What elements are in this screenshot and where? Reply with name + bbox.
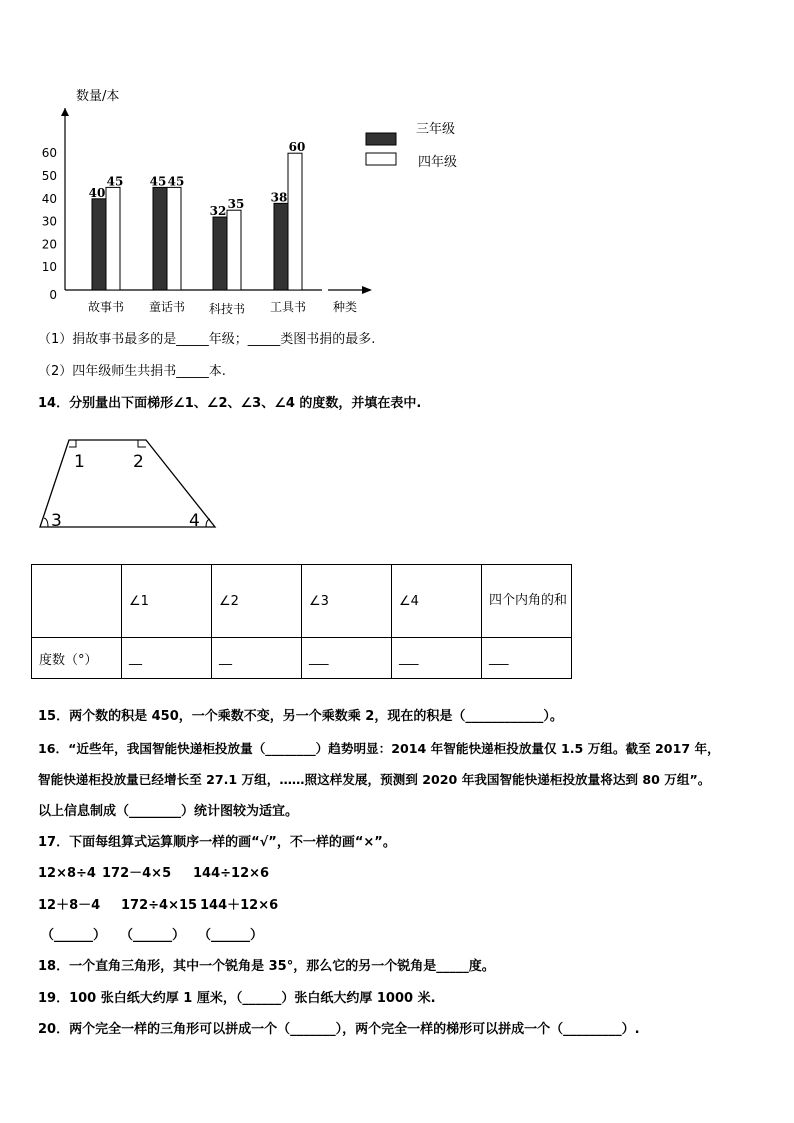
q16-line2: 智能快递柜投放量已经增长至 27.1 万组，……照这样发展，预测到 2020 年我国智能快递柜投放量将达到 80 万组”。 [38, 772, 711, 787]
legend-swatch [366, 153, 396, 165]
q17-row1-b: 172－4×5 [102, 866, 172, 881]
category-label: 故事书 [87, 300, 125, 314]
table-header-angle1: ∠1 [122, 565, 212, 638]
q20-text: 20．两个完全一样的三角形可以拼成一个（_______），两个完全一样的梯形可以拼成一个（_________）. [38, 1022, 640, 1037]
q17-row1-a: 12×8÷4 [38, 866, 96, 881]
data-label: 45 [167, 174, 185, 189]
legend-swatch [366, 133, 396, 145]
q13-part1: （1）捐故事书最多的是_____年级；_____类图书捐的最多. [38, 332, 376, 347]
q17-row2-b: 172÷4×15 [121, 898, 198, 913]
q13-part2: （2）四年级师生共捐书_____本. [38, 364, 226, 379]
angle-table [31, 564, 572, 679]
angle-label-1: 1 [74, 452, 85, 472]
data-label: 45 [106, 174, 124, 189]
q17-row2-a: 12＋8－4 [38, 898, 101, 913]
y-tick-label: 10 [41, 260, 57, 275]
q17-blank-3[interactable]: （______） [198, 928, 264, 943]
trapezoid-figure [30, 430, 230, 540]
q19-text: 19．100 张白纸大约厚 1 厘米，（______）张白纸大约厚 1000 米. [38, 991, 436, 1006]
bar [274, 203, 288, 290]
category-label: 工具书 [269, 300, 307, 314]
bar [288, 153, 302, 290]
table-header-angle2: ∠2 [212, 565, 302, 638]
q17-row2-c: 144＋12×6 [200, 898, 279, 913]
bar [106, 187, 120, 290]
category-label: 科技书 [208, 302, 246, 316]
category-label: 童话书 [148, 300, 186, 314]
data-label: 45 [149, 174, 167, 189]
bar [227, 210, 241, 290]
bar [153, 187, 167, 290]
table-cell-angle2[interactable]: __ [212, 638, 302, 679]
bar [92, 199, 106, 290]
y-tick-label: 60 [41, 146, 57, 161]
y-tick-label: 50 [41, 169, 57, 183]
q17-row1-c: 144÷12×6 [193, 866, 270, 881]
q16-line3: 以上信息制成（________）统计图较为适宜。 [38, 804, 299, 819]
y-tick-label: 0 [49, 288, 57, 302]
table-header-angle4: ∠4 [392, 565, 482, 638]
data-label: 32 [209, 204, 227, 219]
angle-label-2: 2 [133, 452, 144, 472]
q17-blank-1[interactable]: （______） [41, 928, 107, 943]
table-cell-angle1[interactable]: __ [122, 638, 212, 679]
q17-blank-2[interactable]: （______） [120, 928, 186, 943]
angle-label-4: 4 [189, 511, 200, 531]
q17-text: 17．下面每组算式运算顺序一样的画“√”，不一样的画“×”。 [38, 835, 396, 850]
data-label: 40 [88, 185, 106, 200]
q14-text: 14．分别量出下面梯形∠1、∠2、∠3、∠4 的度数，并填在表中. [38, 396, 422, 411]
y-axis-label: 数量/本 [76, 89, 120, 104]
table-header-sum: 四个内角的和 [482, 565, 572, 638]
data-label: 35 [227, 197, 245, 212]
table-header-empty [32, 565, 122, 638]
table-header-angle3: ∠3 [302, 565, 392, 638]
y-tick-label: 20 [41, 237, 57, 252]
table-cell-angle4[interactable]: ___ [392, 638, 482, 679]
legend-label: 四年级 [418, 155, 458, 170]
bar [213, 217, 227, 290]
bar-chart [0, 0, 794, 330]
q16-line1: 16．“近些年，我国智能快递柜投放量（________）趋势明显：2014 年智能快递柜投放量仅 1.5 万组。截至 2017 年， [38, 741, 720, 756]
y-tick-label: 40 [41, 191, 57, 206]
table-cell-sum[interactable]: ___ [482, 638, 572, 679]
bar [167, 187, 181, 290]
table-row-label: 度数（°） [32, 638, 122, 679]
x-axis-label: 种类 [333, 300, 358, 314]
data-label: 60 [288, 140, 306, 155]
data-label: 38 [270, 190, 288, 205]
q18-text: 18．一个直角三角形，其中一个锐角是 35°，那么它的另一个锐角是_____度。 [38, 959, 495, 974]
y-tick-label: 30 [41, 214, 57, 229]
x-axis-arrow [362, 286, 372, 294]
q15-text: 15．两个数的积是 450，一个乘数不变，另一个乘数乘 2，现在的积是（____________）。 [38, 709, 563, 724]
table-cell-angle3[interactable]: ___ [302, 638, 392, 679]
y-axis-arrow [61, 108, 69, 116]
legend-label: 三年级 [416, 122, 456, 137]
angle-label-3: 3 [51, 511, 62, 531]
